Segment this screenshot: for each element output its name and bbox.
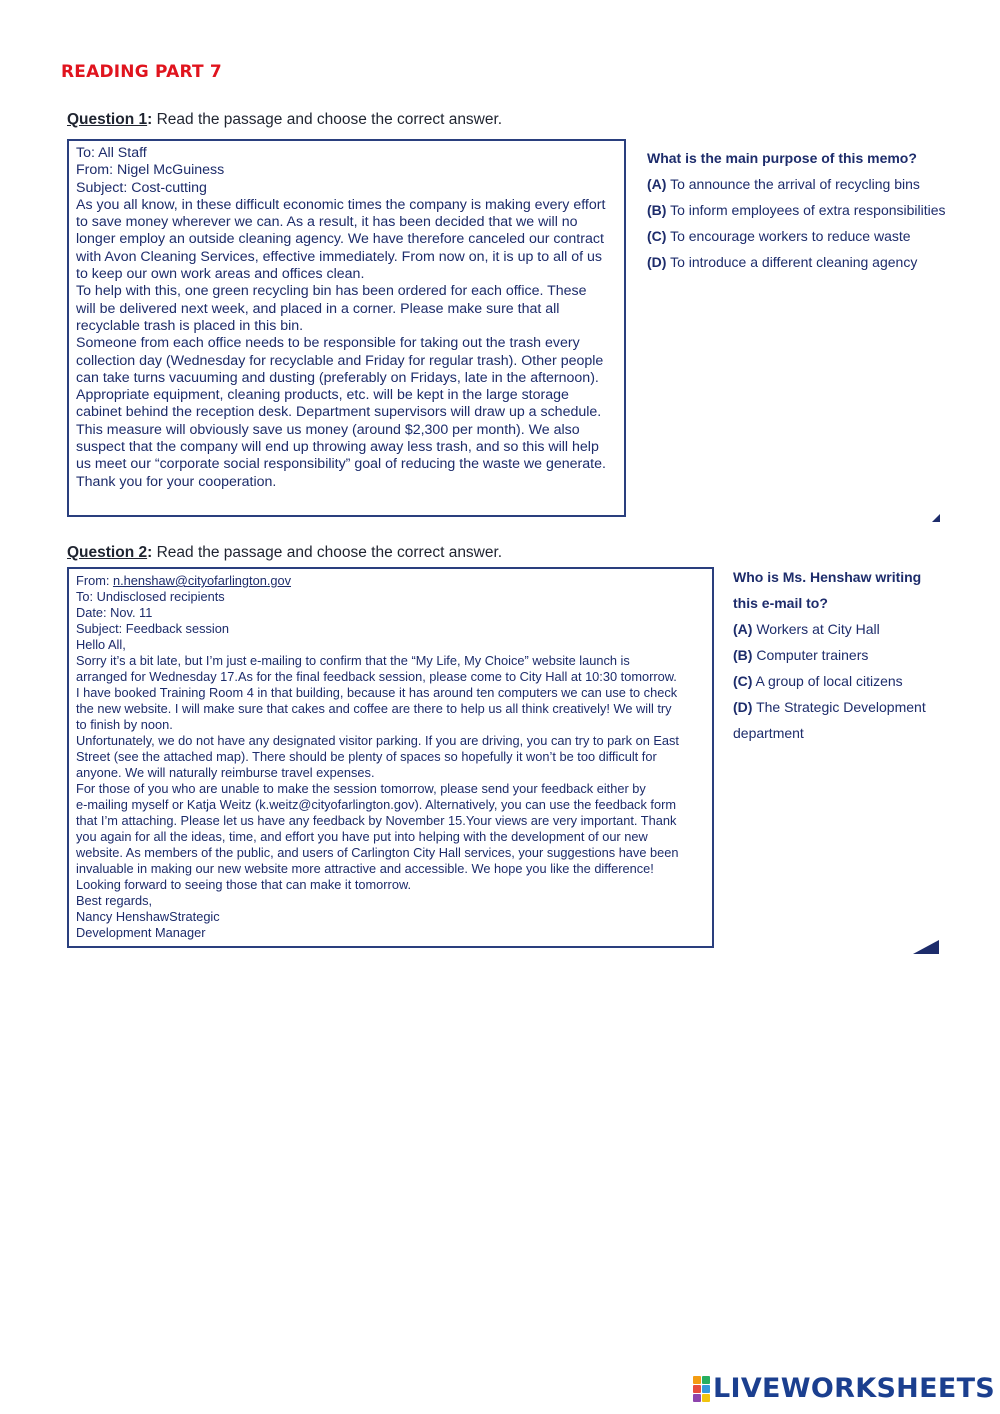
passage-line: Appropriate equipment, cleaning products, etc. will be kept in the large storage — [76, 387, 569, 404]
question-1-heading — [67, 111, 502, 129]
option-letter: (D) — [647, 254, 667, 270]
passage-line: Sorry it’s a bit late, but I’m just e-mailing to confirm that the “My Life, My Choice” website launch is — [76, 653, 630, 668]
answer-option-c[interactable] — [647, 223, 947, 249]
passage-line: To help with this, one green recycling bin has been ordered for each office. These — [76, 283, 587, 300]
email-passage — [67, 567, 714, 948]
passage-line: suspect that the company will end up throwing away less trash, and so this will help — [76, 439, 599, 456]
question-2-prompt: Who is Ms. Henshaw writing this e-mail to? — [733, 569, 922, 611]
passage-line: Thank you for your cooperation. — [76, 473, 277, 490]
corner-triangle-icon — [913, 940, 939, 954]
passage-line: Unfortunately, we do not have any designated visitor parking. If you are driving, you can try to park on East — [76, 733, 679, 748]
passage-line: you again for all the ideas, time, and effort you have put into helping with the development of our new — [76, 829, 648, 844]
question-2-panel — [733, 564, 948, 746]
option-text: A group of local citizens — [752, 673, 903, 689]
passage-line: the new website. I will make sure that cakes and coffee are there to help us all think creatively! We will try — [76, 701, 672, 716]
answer-option-c[interactable] — [733, 668, 948, 694]
passage-line: will be delivered next week, and placed in a corner. Please make sure that all — [76, 300, 560, 317]
liveworksheets-logo[interactable] — [693, 1373, 995, 1404]
passage-line: that I’m attaching. Please let us have any feedback by November 15.Your views are very important. Thank — [76, 813, 677, 828]
passage-line: Looking forward to seeing those that can make it tomorrow. — [76, 877, 412, 892]
question-1-number: Question 1 — [67, 111, 148, 128]
passage-line: with Avon Cleaning Services, effective immediately. From now on, it is up to all of us — [76, 248, 602, 265]
passage-line: website. As members of the public, and users of Carlington City Hall services, your suggestions have been — [76, 845, 679, 860]
passage-line: Subject: Feedback session — [76, 621, 229, 636]
option-text: To encourage workers to reduce waste — [666, 228, 911, 244]
question-1-panel — [647, 145, 947, 275]
passage-line: us meet our “corporate social responsibility” goal of reducing the waste we generate. — [76, 456, 606, 473]
passage-line: cabinet behind the reception desk. Department supervisors will draw up a schedule. — [76, 404, 602, 421]
email-from-line — [76, 573, 705, 589]
option-text: To announce the arrival of recycling bins — [666, 176, 920, 192]
brand-name: LIVEWORKSHEETS — [713, 1373, 996, 1404]
passage-line: For those of you who are unable to make the session tomorrow, please send your feedback either by — [76, 781, 646, 796]
option-letter: (C) — [733, 673, 753, 689]
option-letter: (D) — [733, 699, 753, 715]
passage-line: To: Undisclosed recipients — [76, 589, 225, 604]
answer-option-b[interactable] — [647, 197, 947, 223]
question-2-number: Question 2 — [67, 544, 148, 561]
passage-line: recyclable trash is placed in this bin. — [76, 317, 304, 334]
option-letter: (A) — [733, 621, 753, 637]
passage-line: As you all know, in these difficult economic times the company is making every effort — [76, 196, 606, 213]
question-2-instruction: Read the passage and choose the correct answer. — [152, 544, 503, 561]
answer-option-d[interactable] — [647, 249, 947, 275]
page-title: READING PART 7 — [61, 62, 222, 82]
passage-line: anyone. We will naturally reimburse travel expenses. — [76, 765, 375, 780]
passage-line: Hello All, — [76, 637, 126, 652]
question-1-instruction: Read the passage and choose the correct answer. — [152, 111, 503, 128]
passage-line: This measure will obviously save us money (around $2,300 per month). We also — [76, 421, 580, 438]
question-1-colon: : — [147, 111, 153, 128]
sender-email-link[interactable]: n.henshaw@cityofarlington.gov — [112, 573, 292, 588]
passage-line: invaluable in making our new website more attractive and accessible. We hope you like the difference! — [76, 861, 654, 876]
option-text: To introduce a different cleaning agency — [666, 254, 918, 270]
passage-line: e-mailing myself or Katja Weitz (k.weitz@cityofarlington.gov). Alternatively, you can use the feedback form — [76, 797, 677, 812]
passage-line: Nancy HenshawStrategic — [76, 909, 220, 924]
answer-option-a[interactable] — [733, 616, 948, 642]
question-2-colon: : — [147, 544, 153, 561]
passage-line: longer employ an outside cleaning agency. We have therefore canceled our contract — [76, 231, 604, 248]
answer-option-d[interactable] — [733, 694, 948, 746]
passage-line: collection day (Wednesday for recyclable and Friday for regular trash). Other people — [76, 352, 604, 369]
passage-line: to keep our own work areas and offices clean. — [76, 266, 365, 283]
option-letter: (A) — [647, 176, 667, 192]
passage-line: to save money wherever we can. As a result, it has been decided that we will no — [76, 214, 578, 231]
passage-line: Development Manager — [76, 925, 206, 940]
question-1-prompt: What is the main purpose of this memo? — [647, 150, 917, 166]
passage-line: Subject: Cost-cutting — [76, 179, 207, 196]
passage-line: Best regards, — [76, 893, 153, 908]
option-letter: (B) — [733, 647, 753, 663]
from-label: From: — [76, 573, 113, 588]
corner-triangle-icon — [932, 514, 940, 522]
option-letter: (C) — [647, 228, 667, 244]
passage-line: to finish by noon. — [76, 717, 173, 732]
answer-option-b[interactable] — [733, 642, 948, 668]
option-text: Workers at City Hall — [752, 621, 880, 637]
option-text: Computer trainers — [752, 647, 869, 663]
passage-line: can take turns vacuuming and dusting (preferably on Fridays, late in the afternoon). — [76, 369, 599, 386]
passage-line: I have booked Training Room 4 in that building, because it has around ten computers we can use to check — [76, 685, 678, 700]
option-text: The Strategic Development department — [733, 699, 926, 741]
option-letter: (B) — [647, 202, 667, 218]
passage-line: To: All Staff — [76, 145, 147, 161]
memo-passage — [67, 139, 626, 517]
passage-line: arranged for Wednesday 17.As for the final feedback session, please come to City Hall at 10:30 tomorrow. — [76, 669, 677, 684]
question-2-heading — [67, 544, 502, 562]
passage-line: Date: Nov. 11 — [76, 605, 153, 620]
passage-line: Street (see the attached map). There should be plenty of spaces so hopefully it won’t be too difficult for — [76, 749, 657, 764]
option-text: To inform employees of extra responsibilities — [666, 202, 946, 218]
passage-line: From: Nigel McGuiness — [76, 162, 225, 179]
answer-option-a[interactable] — [647, 171, 947, 197]
liveworksheets-logo-icon — [693, 1376, 710, 1402]
passage-line: Someone from each office needs to be responsible for taking out the trash every — [76, 335, 580, 352]
